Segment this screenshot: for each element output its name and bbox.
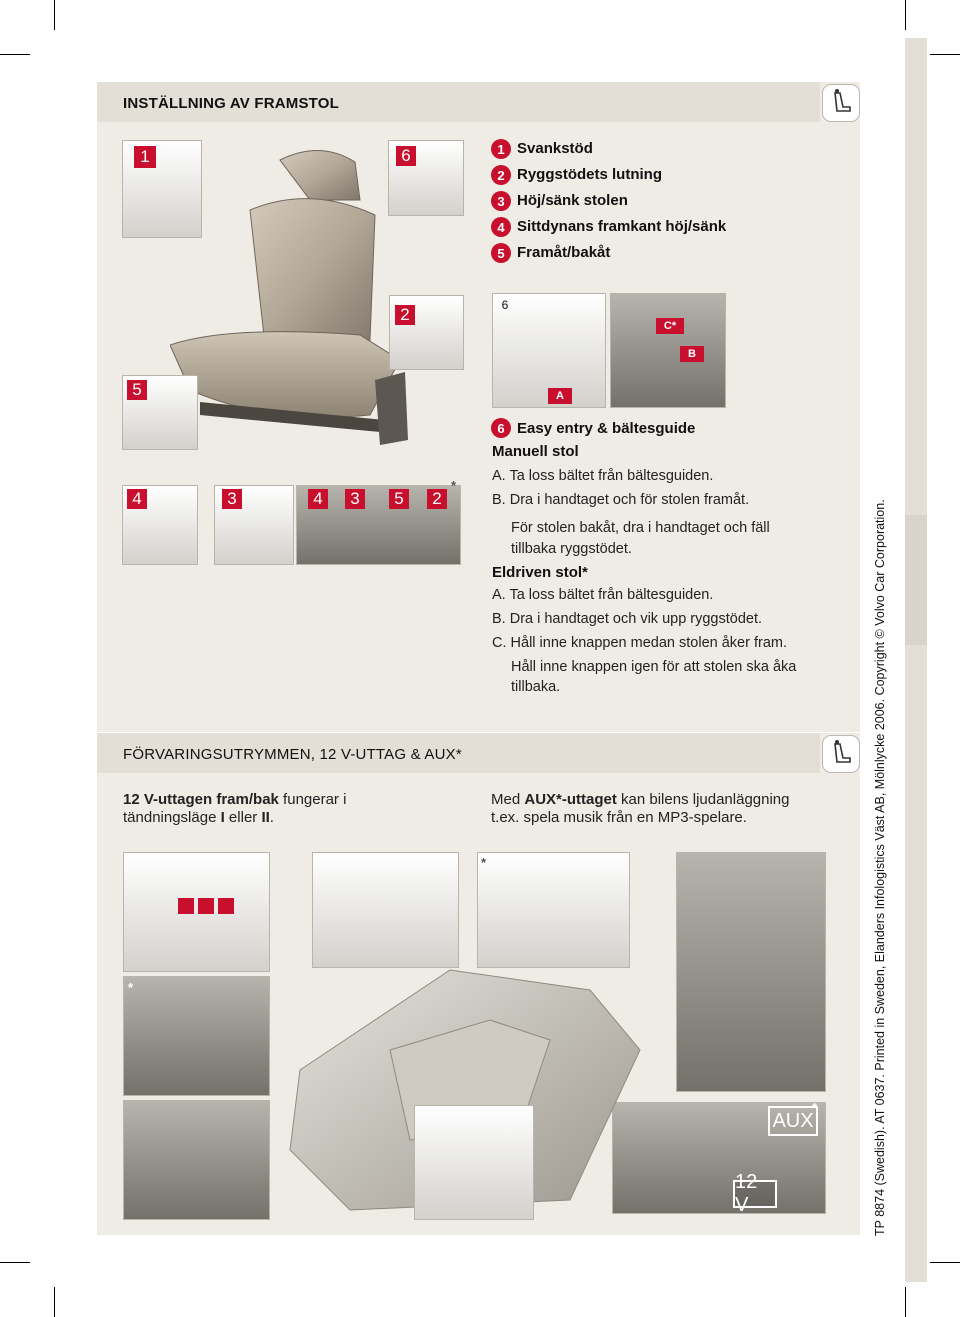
legend-number: 4 [491,217,511,237]
legend-label: Höj/sänk stolen [517,192,628,209]
panel-number: 3 [345,489,365,509]
panel-number: 2 [395,305,415,325]
ignition-period: . [269,809,274,826]
crop-mark [905,1287,906,1317]
crop-mark [54,0,55,30]
manual-step: A. Ta loss bältet från bältesguiden. [492,468,714,484]
side-strip [905,38,927,1282]
seat-section-title: INSTÄLLNING AV FRAMSTOL [123,95,339,112]
12v-badge: 12 V [733,1180,777,1208]
ignition-eller: eller [224,809,262,826]
legend-label: Framåt/bakåt [517,244,611,261]
panel-number: 1 [134,146,156,168]
12v-rest: fungerar i [278,791,347,808]
12v-description [123,791,346,808]
storage-section-title: FÖRVARINGSUTRYMMEN, 12 V-UTTAG & AUX* [123,746,462,763]
panel-number: 6 [501,298,509,312]
aux-pre: Med [491,791,525,808]
ignition-II: II [261,809,270,826]
panel-number: 3 [222,489,242,509]
easy-entry-number: 6 [491,418,511,438]
12v-description-line2 [123,809,274,826]
easy-entry-heading: Easy entry & bältesguide [517,420,696,437]
crop-mark [930,1262,960,1263]
aux-description [491,791,790,808]
panel-number: 6 [396,146,416,166]
panel-number: 4 [127,489,147,509]
legend-number: 5 [491,243,511,263]
optional-star: * [128,980,134,995]
electric-note: tillbaka. [511,679,561,695]
crop-mark [0,54,30,55]
print-info: TP 8874 (Swedish). AT 0637. Printed in Sweden, Elanders Infologistics Väst AB, Mölnlycke 2006. Copyright © Volvo Car Corporation. [873,499,887,1236]
manual-note: tillbaka ryggstödet. [511,541,632,557]
aux-badge: AUX [768,1106,818,1136]
12v-bold: 12 V-uttagen fram/bak [123,791,279,808]
ignition-text: tändningsläge [123,809,221,826]
electric-step: B. Dra i handtaget och vik upp ryggstödet. [492,611,763,627]
legend-number: 1 [491,139,511,159]
storage-icon [822,735,860,773]
optional-star: * [481,855,487,870]
legend-label: Sittdynans framkant höj/sänk [517,218,727,235]
aux-bold: AUX*-uttaget [524,791,617,808]
crop-mark [54,1287,55,1317]
headrest-panel [414,1105,534,1220]
manual-note: För stolen bakåt, dra i handtaget och fäll [511,520,770,536]
glovebox-panel [676,852,826,1092]
cupholder-cups [176,896,236,916]
manual-seat-heading: Manuell stol [492,443,579,460]
seat-icon [822,84,860,122]
electric-step: A. Ta loss bältet från bältesguiden. [492,587,714,603]
seat-pocket-panel [123,976,270,1096]
crop-mark [0,1262,30,1263]
step-tag-b: B [680,346,704,362]
legend-label: Ryggstödets lutning [517,166,662,183]
panel-number: 5 [127,380,147,400]
step-tag-a: A [548,388,572,404]
handle-detail-panel [610,293,726,408]
manual-step: B. Dra i handtaget och för stolen framåt. [492,492,750,508]
rear-console-panel [123,1100,270,1220]
step-tag-c: C* [656,318,684,334]
legend-label: Svankstöd [517,140,593,157]
aux-description-line2: t.ex. spela musik från en MP3-spelare. [491,809,747,826]
optional-star: * [451,478,457,493]
side-strip-tab [905,515,927,645]
legend-number: 3 [491,191,511,211]
electric-seat-heading: Eldriven stol* [492,564,588,581]
ignition-I: I [220,809,225,826]
panel-number: 2 [427,489,447,509]
legend-number: 2 [491,165,511,185]
electric-step: C. Håll inne knappen medan stolen åker fram. [492,635,787,651]
panel-number: 5 [389,489,409,509]
electric-note: Håll inne knappen igen för att stolen ska åka [511,659,797,675]
crop-mark [930,54,960,55]
crop-mark [905,0,906,30]
aux-rest: kan bilens ljudanläggning [616,791,790,808]
optional-star: * [812,1100,818,1115]
panel-number: 4 [308,489,328,509]
